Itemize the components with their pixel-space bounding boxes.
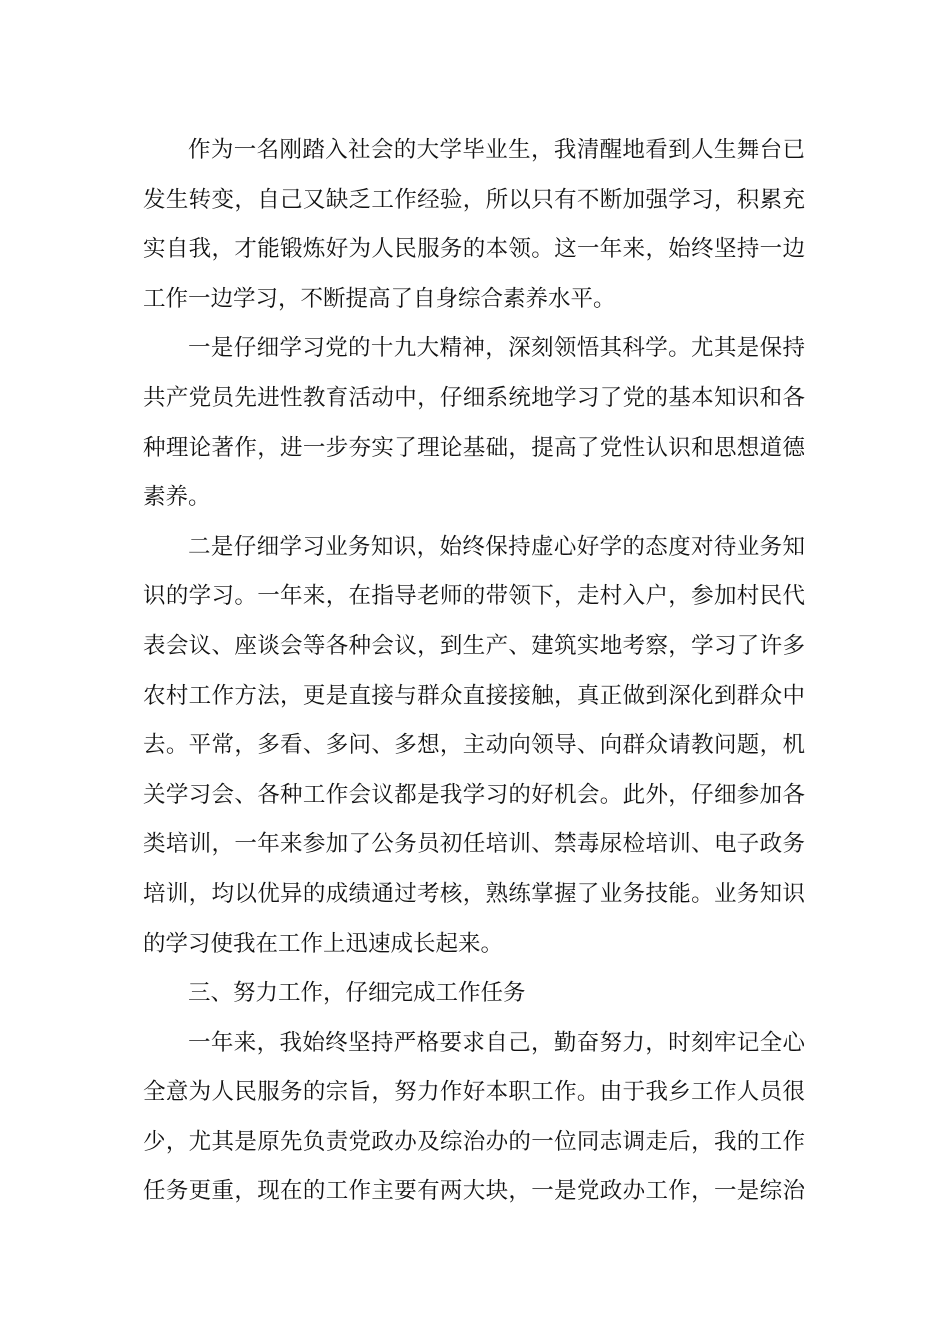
text-line: 培训，均以优异的成绩通过考核，熟练掌握了业务技能。业务知识: [143, 880, 805, 907]
text-line: 识的学习。一年来，在指导老师的带领下，走村入户，参加村民代: [143, 583, 805, 610]
text-line: 表会议、座谈会等各种会议，到生产、建筑实地考察，学习了许多: [143, 632, 805, 659]
text-line: 任务更重，现在的工作主要有两大块，一是党政办工作，一是综治: [143, 1178, 805, 1205]
text-line: 一年来，我始终坚持严格要求自己，勤奋努力，时刻牢记全心: [188, 1029, 805, 1056]
text-line: 去。平常，多看、多问、多想，主动向领导、向群众请教问题，机: [143, 732, 805, 759]
text-line: 素养。: [143, 484, 211, 511]
paragraph-work-duties: [143, 1019, 805, 1217]
section-heading-text: 三、努力工作，仔细完成工作任务: [188, 980, 526, 1007]
text-line: 工作一边学习，不断提高了自身综合素养水平。: [143, 285, 616, 312]
text-line: 类培训，一年来参加了公务员初任培训、禁毒尿检培训、电子政务: [143, 831, 805, 858]
text-line: 全意为人民服务的宗旨，努力作好本职工作。由于我乡工作人员很: [143, 1079, 805, 1106]
section-heading-work: [143, 969, 805, 1019]
text-line: 作为一名刚踏入社会的大学毕业生，我清醒地看到人生舞台已: [188, 137, 805, 163]
text-line: 一是仔细学习党的十九大精神，深刻领悟其科学。尤其是保持: [188, 335, 805, 362]
document-body: [143, 126, 805, 1217]
text-line: 少，尤其是原先负责党政办及综治办的一位同志调走后，我的工作: [143, 1128, 805, 1155]
paragraph-study-intro: [143, 126, 805, 324]
text-line: 农村工作方法，更是直接与群众直接接触，真正做到深化到群众中: [143, 682, 805, 709]
text-line: 的学习使我在工作上迅速成长起来。: [143, 930, 504, 957]
text-line: 二是仔细学习业务知识，始终保持虚心好学的态度对待业务知: [188, 533, 805, 560]
text-line: 发生转变，自己又缺乏工作经验，所以只有不断加强学习，积累充: [143, 186, 805, 213]
text-line: 关学习会、各种工作会议都是我学习的好机会。此外，仔细参加各: [143, 781, 805, 808]
text-line: 种理论著作，进一步夯实了理论基础，提高了党性认识和思想道德: [143, 434, 805, 461]
paragraph-party-study: [143, 324, 805, 522]
text-line: 共产党员先进性教育活动中，仔细系统地学习了党的基本知识和各: [143, 384, 805, 411]
text-line: 实自我，才能锻炼好为人民服务的本领。这一年来，始终坚持一边: [143, 236, 805, 263]
paragraph-business-study: [143, 523, 805, 969]
